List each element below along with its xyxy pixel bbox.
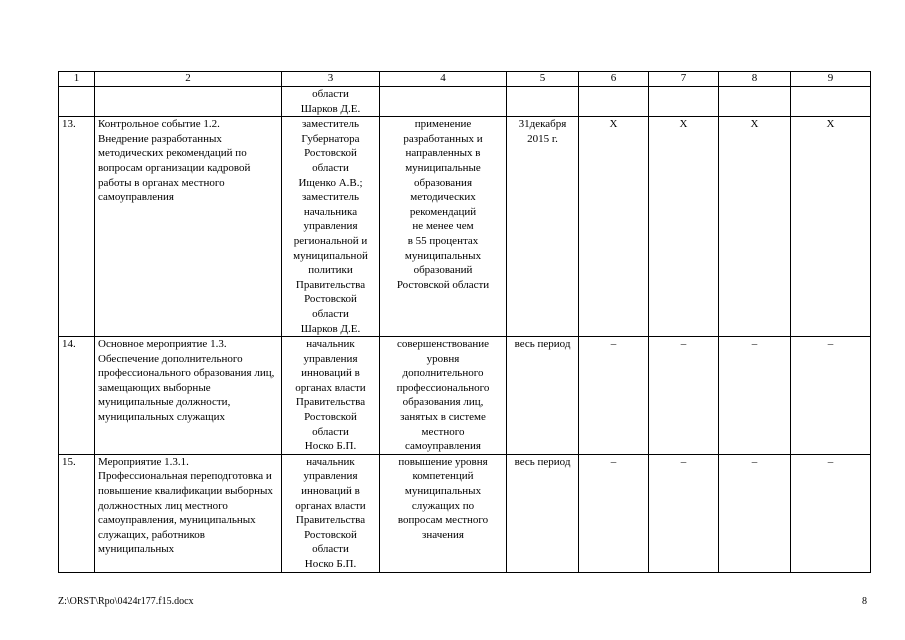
row-number: 15. <box>59 454 95 572</box>
cell-col-7: Х <box>649 117 719 337</box>
row-number <box>59 87 95 117</box>
cell-col-6: – <box>579 454 649 572</box>
table-row <box>59 337 871 455</box>
due-date <box>507 87 579 117</box>
table-row <box>59 454 871 572</box>
row-number: 13. <box>59 117 95 337</box>
page-number: 8 <box>862 596 867 607</box>
header-cell-6: 6 <box>579 72 649 87</box>
cell-col-8: – <box>719 454 791 572</box>
responsible-person: заместитель Губернатора Ростовской области Ищенко А.В.; заместитель начальника управления региональной и муниципальной политики Правительства Ростовской области Шарков Д.Е. <box>282 117 380 337</box>
cell-col-8 <box>719 87 791 117</box>
expected-result: применение разработанных и направленных в муниципальные образования методических рекомендаций не менее чем в 55 процентах муниципальных образований Ростовской области <box>380 117 507 337</box>
cell-col-7 <box>649 87 719 117</box>
event-name: Мероприятие 1.3.1. Профессиональная переподготовка и повышение квалификации выборных должностных лиц местного самоуправления, муниципальных служащих, работников муниципальных <box>95 454 282 572</box>
table-row <box>59 117 871 337</box>
event-name <box>95 87 282 117</box>
cell-col-6 <box>579 87 649 117</box>
plan-table <box>58 71 871 573</box>
header-cell-7: 7 <box>649 72 719 87</box>
cell-col-6: – <box>579 337 649 455</box>
responsible-person: начальник управления инноваций в органах власти Правительства Ростовской области Носко Б.П. <box>282 337 380 455</box>
due-date: 31декабря 2015 г. <box>507 117 579 337</box>
cell-col-9 <box>791 87 871 117</box>
cell-col-6: Х <box>579 117 649 337</box>
header-cell-4: 4 <box>380 72 507 87</box>
footer-file-path: Z:\ORST\Rpo\0424r177.f15.docx <box>58 596 194 607</box>
row-number: 14. <box>59 337 95 455</box>
header-cell-5: 5 <box>507 72 579 87</box>
header-row <box>59 72 871 87</box>
header-cell-1: 1 <box>59 72 95 87</box>
due-date: весь период <box>507 454 579 572</box>
responsible-person: начальник управления инноваций в органах власти Правительства Ростовской области Носко Б.П. <box>282 454 380 572</box>
cell-col-8: Х <box>719 117 791 337</box>
responsible-person: области Шарков Д.Е. <box>282 87 380 117</box>
due-date: весь период <box>507 337 579 455</box>
expected-result: совершенствование уровня дополнительного профессионального образования лиц, занятых в системе местного самоуправления <box>380 337 507 455</box>
cell-col-8: – <box>719 337 791 455</box>
event-name: Основное мероприятие 1.3. Обеспечение дополнительного профессионального образования лиц, замещающих выборные муниципальные должности, муниципальных служащих <box>95 337 282 455</box>
header-cell-8: 8 <box>719 72 791 87</box>
table-row <box>59 87 871 117</box>
header-cell-9: 9 <box>791 72 871 87</box>
expected-result: повышение уровня компетенций муниципальных служащих по вопросам местного значения <box>380 454 507 572</box>
cell-col-9: – <box>791 337 871 455</box>
expected-result <box>380 87 507 117</box>
cell-col-7: – <box>649 337 719 455</box>
header-cell-2: 2 <box>95 72 282 87</box>
event-name: Контрольное событие 1.2. Внедрение разработанных методических рекомендаций по вопросам организации кадровой работы в органах местного самоуправления <box>95 117 282 337</box>
cell-col-9: – <box>791 454 871 572</box>
header-cell-3: 3 <box>282 72 380 87</box>
cell-col-9: Х <box>791 117 871 337</box>
cell-col-7: – <box>649 454 719 572</box>
